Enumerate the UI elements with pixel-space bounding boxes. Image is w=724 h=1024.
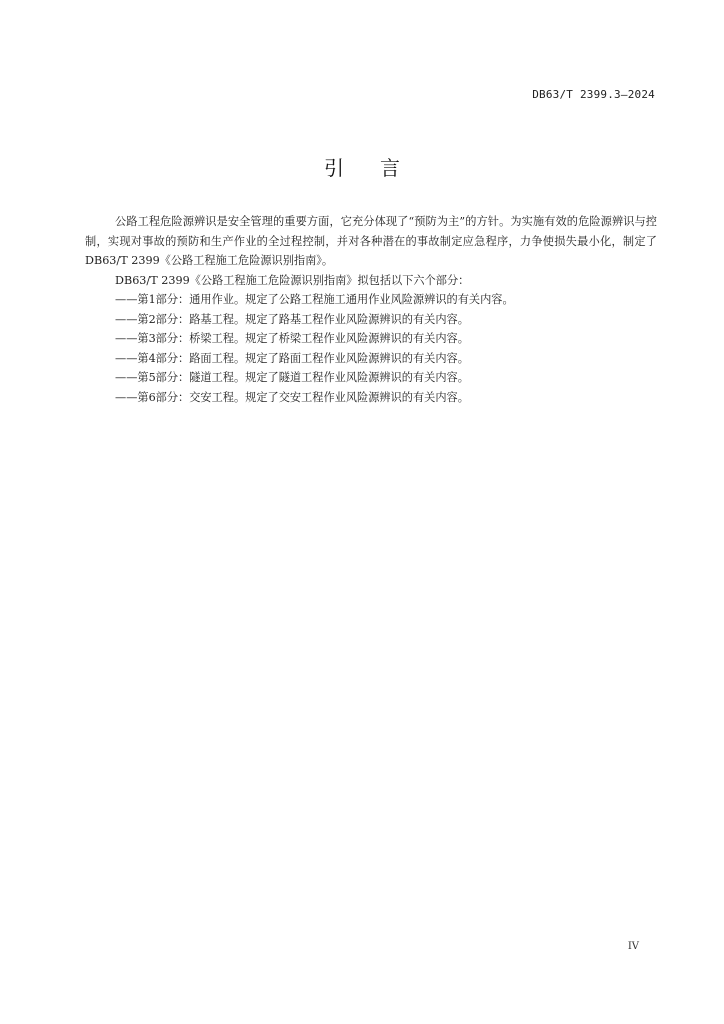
part-item-6: ——第6部分：交安工程。规定了交安工程作业风险源辨识的有关内容。	[115, 390, 469, 404]
part-item-3: ——第3部分：桥梁工程。规定了桥梁工程作业风险源辨识的有关内容。	[115, 332, 469, 345]
intro-paragraph: 公路工程危险源辨识是安全管理的重要方面，它充分体现了“预防为主”的方针。为实施有效的危险源辨识与控制，实现对事故的预防和生产作业的全过程控制，并对各种潜在的事故制定应急程序，力争使损失最小化，制定了DB63/T 2399《公路工程施工危险源识别指南》。	[85, 215, 657, 267]
parts-intro: DB63/T 2399《公路工程施工危险源识别指南》拟包括以下六个部分：	[115, 273, 470, 287]
page-number: IV	[627, 941, 639, 952]
document-body	[85, 212, 657, 407]
document-code: DB63/T 2399.3—2024	[532, 88, 655, 101]
part-item-5: ——第5部分：隧道工程。规定了隧道工程作业风险源辨识的有关内容。	[115, 371, 469, 384]
part-item-1: ——第1部分：通用作业。规定了公路工程施工通用作业风险源辨识的有关内容。	[115, 293, 514, 306]
part-item-4: ——第4部分：路面工程。规定了路面工程作业风险源辨识的有关内容。	[115, 351, 469, 365]
part-item-2: ——第2部分：路基工程。规定了路基工程作业风险源辨识的有关内容。	[115, 312, 469, 326]
page-title: 引言	[324, 156, 436, 180]
